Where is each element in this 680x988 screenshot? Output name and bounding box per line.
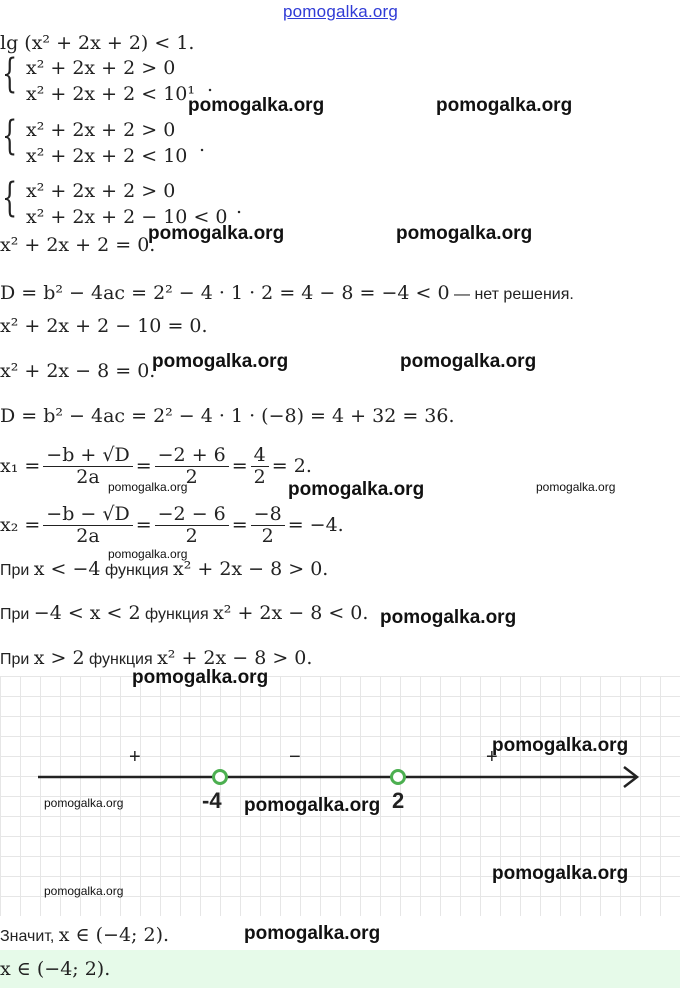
watermark: pomogalka.org — [436, 95, 573, 116]
p3-m1: x > 2 — [33, 647, 85, 669]
x2-f3-num: −8 — [251, 504, 285, 526]
x2-f1-den: 2a — [76, 524, 100, 547]
system2-line1: x² + 2x + 2 > 0 — [26, 119, 176, 141]
root-x2 — [0, 504, 344, 547]
x1-f3-den: 2 — [253, 465, 266, 488]
sign-right: + — [486, 746, 498, 768]
discriminant-2: D = b² − 4ac = 2² − 4 · 1 · (−8) = 4 + 32 = 36. — [0, 405, 455, 427]
x2-fraction-1 — [43, 504, 132, 547]
watermark-small: pomogalka.org — [44, 884, 124, 898]
interval-statement-2 — [0, 602, 368, 624]
point-2 — [392, 771, 405, 784]
watermark: pomogalka.org — [244, 795, 381, 816]
system-brace-1: { — [2, 51, 18, 97]
x1-f1-num: −b + √D — [43, 445, 132, 467]
p2-pre: При — [0, 606, 34, 623]
label-2: 2 — [392, 788, 405, 813]
system1-line2: x² + 2x + 2 < 10¹ — [26, 83, 196, 105]
p1-m1: x < −4 — [33, 558, 101, 580]
inequality-log: lg (x² + 2x + 2) < 1. — [0, 32, 195, 54]
interval-statement-3 — [0, 647, 312, 669]
system1-line1: x² + 2x + 2 > 0 — [26, 57, 176, 79]
p1-pre: При — [0, 562, 34, 579]
p3-pre: При — [0, 651, 34, 668]
interval-statement-1 — [0, 558, 328, 580]
x2-f3-den: 2 — [261, 524, 274, 547]
point-minus-4 — [214, 771, 227, 784]
x2-lhs: x₂ = — [0, 514, 41, 537]
equation-2: x² + 2x + 2 − 10 = 0. — [0, 315, 208, 337]
watermark: pomogalka.org — [188, 95, 325, 116]
x1-eq-a: = — [135, 455, 152, 478]
x1-f2-den: 2 — [185, 465, 198, 488]
watermark: pomogalka.org — [148, 223, 285, 244]
x1-eq-b: = — [231, 455, 248, 478]
x1-f1-den: 2a — [76, 465, 100, 488]
watermark: pomogalka.org — [492, 863, 629, 884]
watermark-top[interactable]: pomogalka.org — [283, 2, 399, 21]
p3-mid: функция — [84, 651, 158, 668]
watermark: pomogalka.org — [132, 667, 269, 688]
system2-dot: . — [199, 134, 206, 156]
watermark: pomogalka.org — [152, 351, 289, 372]
p2-mid: функция — [140, 606, 214, 623]
x2-eq-b: = — [231, 514, 248, 537]
discriminant-1-note: — нет решения. — [449, 286, 574, 303]
system-brace-2: { — [2, 113, 18, 159]
equation-3: x² + 2x − 8 = 0. — [0, 360, 156, 382]
p2-m2: x² + 2x − 8 < 0. — [213, 602, 369, 624]
equation-1: x² + 2x + 2 = 0. — [0, 234, 156, 256]
watermark: pomogalka.org — [288, 479, 425, 500]
p1-mid: функция — [100, 562, 173, 579]
conclusion — [0, 924, 169, 946]
system3-line2: x² + 2x + 2 − 10 < 0 — [26, 206, 228, 228]
x1-result: = 2. — [271, 455, 312, 478]
system3-line1: x² + 2x + 2 > 0 — [26, 180, 176, 202]
x2-f2-num: −2 − 6 — [155, 504, 229, 526]
p1-m2: x² + 2x − 8 > 0. — [173, 558, 329, 580]
watermark: pomogalka.org — [244, 923, 381, 944]
system1-dot: . — [207, 74, 214, 96]
sign-left: + — [129, 746, 141, 768]
system3-dot: . — [236, 196, 243, 218]
x2-fraction-2 — [155, 504, 229, 547]
x1-f2-num: −2 + 6 — [155, 445, 229, 467]
watermark: pomogalka.org — [396, 223, 533, 244]
watermark-small: pomogalka.org — [108, 547, 188, 561]
x1-fraction-3 — [251, 445, 269, 488]
x2-fraction-3 — [251, 504, 285, 547]
system-brace-3: { — [2, 175, 18, 221]
watermark: pomogalka.org — [380, 607, 517, 628]
discriminant-1 — [0, 282, 574, 304]
watermark-small: pomogalka.org — [44, 796, 124, 810]
watermark: pomogalka.org — [492, 735, 629, 756]
p3-m2: x² + 2x − 8 > 0. — [157, 647, 313, 669]
watermark-small: pomogalka.org — [108, 480, 188, 494]
x2-f2-den: 2 — [185, 524, 198, 547]
x2-result: = −4. — [287, 514, 344, 537]
watermark: pomogalka.org — [400, 351, 537, 372]
x1-f3-num: 4 — [251, 445, 269, 467]
conclusion-pre: Значит, — [0, 928, 59, 945]
x1-lhs: x₁ = — [0, 455, 41, 478]
x2-f1-num: −b − √D — [43, 504, 132, 526]
discriminant-1-math: D = b² − 4ac = 2² − 4 · 1 · 2 = 4 − 8 = −4 < 0 — [0, 282, 450, 304]
x2-eq-a: = — [135, 514, 152, 537]
sign-middle: − — [289, 746, 301, 768]
system2-line2: x² + 2x + 2 < 10 — [26, 145, 188, 167]
label-minus-4: -4 — [202, 788, 222, 813]
watermark-small: pomogalka.org — [536, 480, 616, 494]
conclusion-math: x ∈ (−4; 2). — [58, 924, 170, 946]
answer: x ∈ (−4; 2). — [0, 958, 111, 980]
p2-m1: −4 < x < 2 — [33, 602, 141, 624]
